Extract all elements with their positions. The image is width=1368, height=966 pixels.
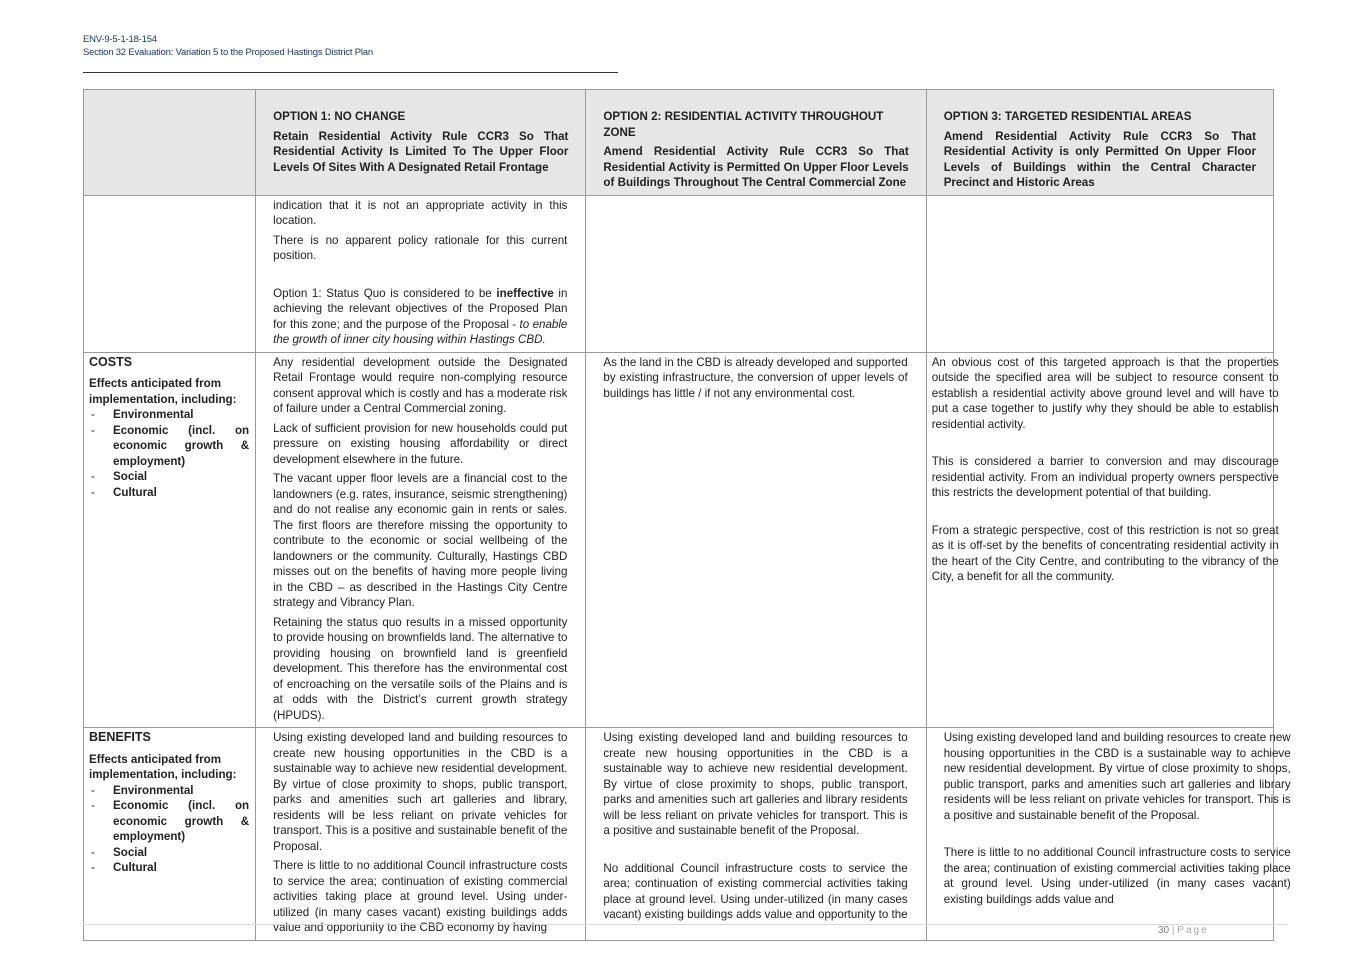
costs-option3-paragraph: From a strategic perspective, cost of this restriction is not so great as it is off-set by the benefits of concentrating residential activity in the heart of the City Centre, and contributing to the vibrancy of the City, a benefit for all the community. [931,523,1279,583]
costs-option1-paragraph: Any residential development outside the Designated Retail Frontage would require non-complying resource consent approval which is costly and has a moderate risk of failure under a Central Commercial zoning. [273,355,568,415]
benefits-option1-cell [256,728,586,941]
costs-option1-paragraph: Lack of sufficient provision for new households could put pressure on existing housing affordability or direct development elsewhere in the future. [273,421,568,466]
page-number: 30 [1158,925,1170,936]
benefits-label-cell [84,728,256,941]
benefits-option3-cell [926,728,1291,941]
page-word: Page [1177,925,1209,936]
header-blank-cell [84,90,256,196]
costs-effects-list [89,407,249,500]
costs-option3-paragraph: An obvious cost of this targeted approach is that the properties outside the specified area will be subject to resource consent to establish a residential activity above ground level and will have to put a case together to justify why they should be able to establish residential activity. [931,355,1279,431]
page-footer [1158,925,1209,936]
costs-option1-paragraph: The vacant upper floor levels are a financial cost to the landowners (e.g. rates, insurance, seismic strengthening) and do not realise any economic gain in rents or sales. The first floors are therefore missing the opportunity to contribute to the economic or social wellbeing of the landowners or the community. Culturally, Hastings CBD misses out on the benefits of having more people living in the CBD – as described in the Hastings City Centre strategy and Vibrancy Plan. [273,472,568,609]
benefits-effects-list [89,783,249,876]
option2-header [586,90,926,196]
costs-title: COSTS [89,354,133,369]
benefits-option2-paragraph: No additional Council infrastructure costs to service the area; continuation of existing commercial activities taking place at ground level. Using under-utilized (in many cases vacant) existing buildings adds value and opportunity to the [603,861,908,921]
benefits-option1-paragraph: There is little to no additional Council infrastructure costs to service the area; continuation of existing commercial activities taking place at ground level. Using under-utilized (in many cases vacant) existing buildings adds value and opportunity to the CBD economy by having [273,859,568,934]
document-header [83,34,373,59]
continuation-paragraph: indication that it is not an appropriate activity in this location. [273,198,568,227]
benefits-option3-paragraph: Using existing developed land and building resources to create new housing opportunities in the CBD is a sustainable way to achieve new residential development. By virtue of close proximity to shops, public transport, parks and amenities such art galleries and library residents will be less reliant on private vehicles for transport. This is a positive and sustainable benefit of the Proposal. [943,731,1291,822]
option1-title: OPTION 1: NO CHANGE [273,110,406,123]
evaluation-table [83,89,1291,941]
benefits-option1-paragraph: Using existing developed land and building resources to create new housing opportunities in the CBD is a sustainable way to achieve new residential development. By virtue of close proximity to shops, public transport, parks and amenities such art galleries and library, residents will be less reliant on private vehicles for transport. This is a positive and sustainable benefit of the Proposal. [273,731,568,853]
costs-label-cell [84,352,256,728]
effects-list-item: - Social [91,845,148,859]
effects-list-item: - Environmental [91,408,194,421]
benefits-option2-cell [586,728,926,941]
continuation-label-cell [84,195,256,352]
footer-rule [83,924,1288,925]
effects-list-item: - Cultural [91,861,157,874]
benefits-effects-label: Effects anticipated from implementation, including: [89,752,237,781]
option3-title: OPTION 3: TARGETED RESIDENTIAL AREAS [943,110,1192,123]
options-header-row [84,90,1274,196]
costs-option1-paragraph: Retaining the status quo results in a missed opportunity to provide housing on brownfields land. The alternative to providing housing on brownfield land is greenfield development. This therefore has the environmental cost of encroaching on the versatile soils of the Plains and is at odds with the District’s current growth strategy (HPUDS). [273,615,568,722]
header-rule [83,72,618,73]
benefits-row [84,728,1274,941]
option3-subtitle: Amend Residential Activity Rule CCR3 So That Residential Activity is only Permitted On Upper Floor Levels of Buildings within the Central Character Precinct and Historic Areas [943,129,1256,189]
continuation-paragraph: There is no apparent policy rationale for this current position. [273,233,568,262]
effectiveness-paragraph: Option 1: Status Quo is considered to be ineffective in achieving the relevant objectives of the Proposed Plan for this zone; and the purpose of the Proposal - to enable the growth of inner city housing within Hastings CBD. [273,286,568,346]
option2-title: OPTION 2: RESIDENTIAL ACTIVITY THROUGHOUT ZONE [603,110,884,139]
costs-effects-label: Effects anticipated from implementation, including: [89,377,237,406]
continuation-option1-cell [256,195,586,352]
document-reference: ENV-9-5-1-18-154 [83,34,157,45]
costs-option2-cell [586,352,926,728]
effects-list-item: - Economic (incl. on economic growth & employment) [91,799,250,843]
option2-subtitle: Amend Residential Activity Rule CCR3 So That Residential Activity is Permitted On Upper Floor Levels of Buildings Throughout The Central Commercial Zone [603,145,909,189]
continuation-row [84,195,1274,352]
option3-header [926,90,1273,196]
costs-option3-cell [926,352,1279,728]
option1-header [256,90,586,196]
benefits-option3-paragraph: There is little to no additional Council infrastructure costs to service the area; continuation of existing commercial activities taking place at ground level. Using under-utilized (in many cases vacant) existing buildings adds value and [943,846,1291,906]
option1-subtitle: Retain Residential Activity Rule CCR3 So That Residential Activity Is Limited To The Upper Floor Levels Of Sites With A Designated Retail Frontage [273,129,569,174]
costs-row [84,352,1274,728]
effects-list-item: - Environmental [91,783,194,797]
effects-list-item: - Social [91,470,148,483]
costs-option3-paragraph: This is considered a barrier to conversion and may discourage residential activity. From an individual property owners perspective this restricts the development potential of that building. [931,455,1279,499]
effects-list-item: - Economic (incl. on economic growth & employment) [91,423,250,468]
benefits-title: BENEFITS [89,730,151,744]
benefits-option2-paragraph: Using existing developed land and building resources to create new housing opportunities in the CBD is a sustainable way to achieve new residential development. By virtue of close proximity to shops, public transport, parks and amenities such art galleries and library residents will be less reliant on private vehicles for transport. This is a positive and sustainable benefit of the Proposal. [603,731,908,837]
costs-option1-cell [256,352,586,728]
document-title: Section 32 Evaluation: Variation 5 to the Proposed Hastings District Plan [83,46,373,58]
continuation-option2-cell [586,195,926,352]
effects-list-item: - Cultural [91,485,157,499]
page-separator: | [1171,925,1175,936]
costs-option2-paragraph: As the land in the CBD is already developed and supported by existing infrastructure, the conversion of upper levels of buildings has little / if not any environmental cost. [603,355,908,400]
continuation-option3-cell [926,195,1273,352]
